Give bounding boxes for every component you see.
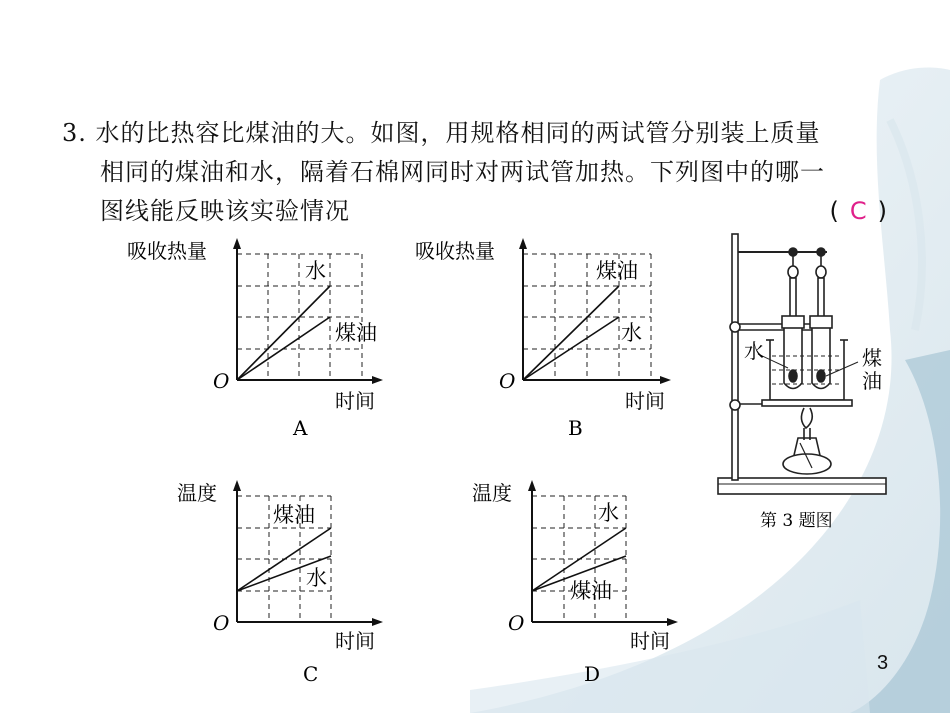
oil-label-top: 煤 bbox=[862, 346, 882, 370]
question-number: 3. bbox=[62, 119, 87, 147]
graph-d bbox=[470, 470, 700, 685]
x-axis-label: 时间 bbox=[625, 389, 665, 413]
x-axis-label: 时间 bbox=[335, 389, 375, 413]
lower-line-label: 煤油 bbox=[335, 321, 377, 345]
upper-line-label: 煤油 bbox=[596, 259, 638, 283]
oil-label-bottom: 油 bbox=[862, 369, 882, 393]
figure-caption: 第 3 题图 bbox=[760, 511, 833, 531]
water-label: 水 bbox=[744, 339, 764, 363]
graph-letter: A bbox=[293, 416, 308, 440]
x-axis-label: 时间 bbox=[630, 629, 670, 653]
graph-a bbox=[125, 228, 395, 443]
lower-line-label: 水 bbox=[621, 321, 642, 345]
graph-letter: D bbox=[584, 662, 601, 685]
graph-letter: B bbox=[568, 416, 583, 440]
graph-letter: C bbox=[303, 662, 319, 685]
answer-value: C bbox=[849, 197, 868, 225]
lower-line-label: 煤油 bbox=[570, 579, 612, 603]
upper-line-label: 水 bbox=[305, 259, 326, 283]
origin-label: O bbox=[508, 611, 525, 635]
question-line-1: 3. 水的比热容比煤油的大。如图，用规格相同的两试管分别装上质量 bbox=[62, 119, 821, 147]
origin-label: O bbox=[213, 369, 230, 393]
y-axis-label: 温度 bbox=[472, 481, 512, 505]
question-line-2: 相同的煤油和水，隔着石棉网同时对两试管加热。下列图中的哪一 bbox=[100, 158, 825, 186]
apparatus-diagram bbox=[712, 228, 892, 533]
upper-line-label: 水 bbox=[598, 501, 619, 525]
graph-c bbox=[175, 470, 405, 685]
question-text bbox=[62, 114, 892, 231]
graph-b bbox=[413, 228, 693, 443]
y-axis-label: 温度 bbox=[177, 481, 217, 505]
page-number: 3 bbox=[877, 652, 889, 674]
x-axis-label: 时间 bbox=[335, 629, 375, 653]
y-axis-label: 吸收热量 bbox=[127, 239, 207, 263]
origin-label: O bbox=[213, 611, 230, 635]
line-water bbox=[237, 286, 330, 380]
y-axis-label: 吸收热量 bbox=[415, 239, 495, 263]
question-line-3: 图线能反映该实验情况 ( C ) bbox=[62, 192, 892, 231]
upper-line-label: 煤油 bbox=[273, 503, 315, 527]
origin-label: O bbox=[499, 369, 516, 393]
line-oil bbox=[523, 286, 619, 380]
lower-line-label: 水 bbox=[306, 566, 327, 590]
answer-bracket: ( C ) bbox=[829, 197, 888, 225]
